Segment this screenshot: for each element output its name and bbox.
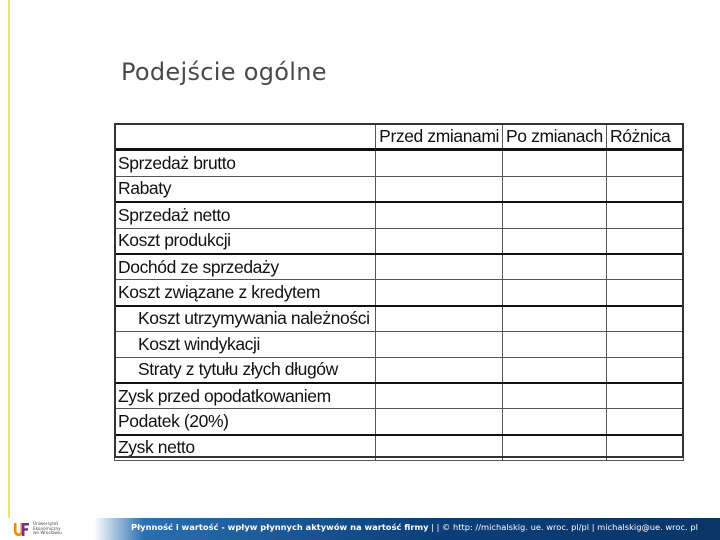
university-logo-text: Uniwersytet Ekonomiczny we Wrocławiu <box>33 521 62 536</box>
cell-after <box>503 357 607 383</box>
table-row <box>115 228 684 254</box>
cell-before <box>376 254 503 280</box>
cell-difference <box>606 383 683 409</box>
row-label: Koszt produkcji <box>115 228 376 254</box>
left-accent-rule <box>8 0 10 540</box>
cell-before <box>376 150 503 176</box>
header-cell-after: Po zmianach <box>503 124 607 150</box>
row-label: Koszt związane z kredytem <box>115 280 376 306</box>
cell-difference <box>606 176 683 202</box>
row-label: Sprzedaż brutto <box>115 150 376 176</box>
cell-difference <box>606 332 683 357</box>
header-cell-difference: Różnica <box>606 124 683 150</box>
cell-before <box>376 176 503 202</box>
row-label: Zysk przed opodatkowaniem <box>115 383 376 409</box>
cell-after <box>503 202 607 228</box>
footer-text <box>131 522 698 532</box>
cell-after <box>503 254 607 280</box>
cell-difference <box>606 409 683 435</box>
row-label: Sprzedaż netto <box>115 202 376 228</box>
cell-after <box>503 306 607 332</box>
cell-difference <box>606 228 683 254</box>
cell-difference <box>606 357 683 383</box>
footer-topic: Płynność i wartość - wpływ płynnych aktywów na wartość firmy <box>131 522 429 532</box>
cell-after <box>503 383 607 409</box>
analysis-table <box>114 123 684 461</box>
cell-before <box>376 357 503 383</box>
table-row <box>115 254 684 280</box>
cell-before <box>376 228 503 254</box>
row-label: Zysk netto <box>115 435 376 461</box>
table-row <box>115 409 684 435</box>
cell-after <box>503 150 607 176</box>
table-row <box>115 202 684 228</box>
table-row <box>115 435 684 461</box>
cell-after <box>503 228 607 254</box>
cell-after <box>503 332 607 357</box>
cell-difference <box>606 435 683 461</box>
cell-before <box>376 202 503 228</box>
row-label: Straty z tytułu złych długów <box>115 357 376 383</box>
row-label: Rabaty <box>115 176 376 202</box>
table-row <box>115 150 684 176</box>
slide-title: Podejście ogólne <box>121 58 327 86</box>
footer-contact: | | © http: //michalskig. ue. wroc. pl/pl | michalskig@ue. wroc. pl <box>428 522 698 532</box>
cell-difference <box>606 202 683 228</box>
cell-before <box>376 280 503 306</box>
row-label: Podatek (20%) <box>115 409 376 435</box>
cell-before <box>376 435 503 461</box>
table-row <box>115 383 684 409</box>
cell-before <box>376 409 503 435</box>
university-logo <box>12 520 82 538</box>
table-row <box>115 332 684 357</box>
cell-difference <box>606 306 683 332</box>
table-row <box>115 306 684 332</box>
table-row <box>115 357 684 383</box>
table-header-row <box>115 124 684 150</box>
cell-before <box>376 332 503 357</box>
cell-difference <box>606 150 683 176</box>
header-cell-before: Przed zmianami <box>376 124 503 150</box>
cell-after <box>503 280 607 306</box>
row-label: Dochód ze sprzedaży <box>115 254 376 280</box>
row-label: Koszt utrzymywania należności <box>115 306 376 332</box>
cell-before <box>376 383 503 409</box>
university-logo-icon <box>12 520 30 538</box>
table-row <box>115 280 684 306</box>
cell-difference <box>606 254 683 280</box>
row-label: Koszt windykacji <box>115 332 376 357</box>
header-cell-label <box>115 124 376 150</box>
cell-difference <box>606 280 683 306</box>
table-row <box>115 176 684 202</box>
cell-after <box>503 435 607 461</box>
cell-before <box>376 306 503 332</box>
cell-after <box>503 409 607 435</box>
cell-after <box>503 176 607 202</box>
